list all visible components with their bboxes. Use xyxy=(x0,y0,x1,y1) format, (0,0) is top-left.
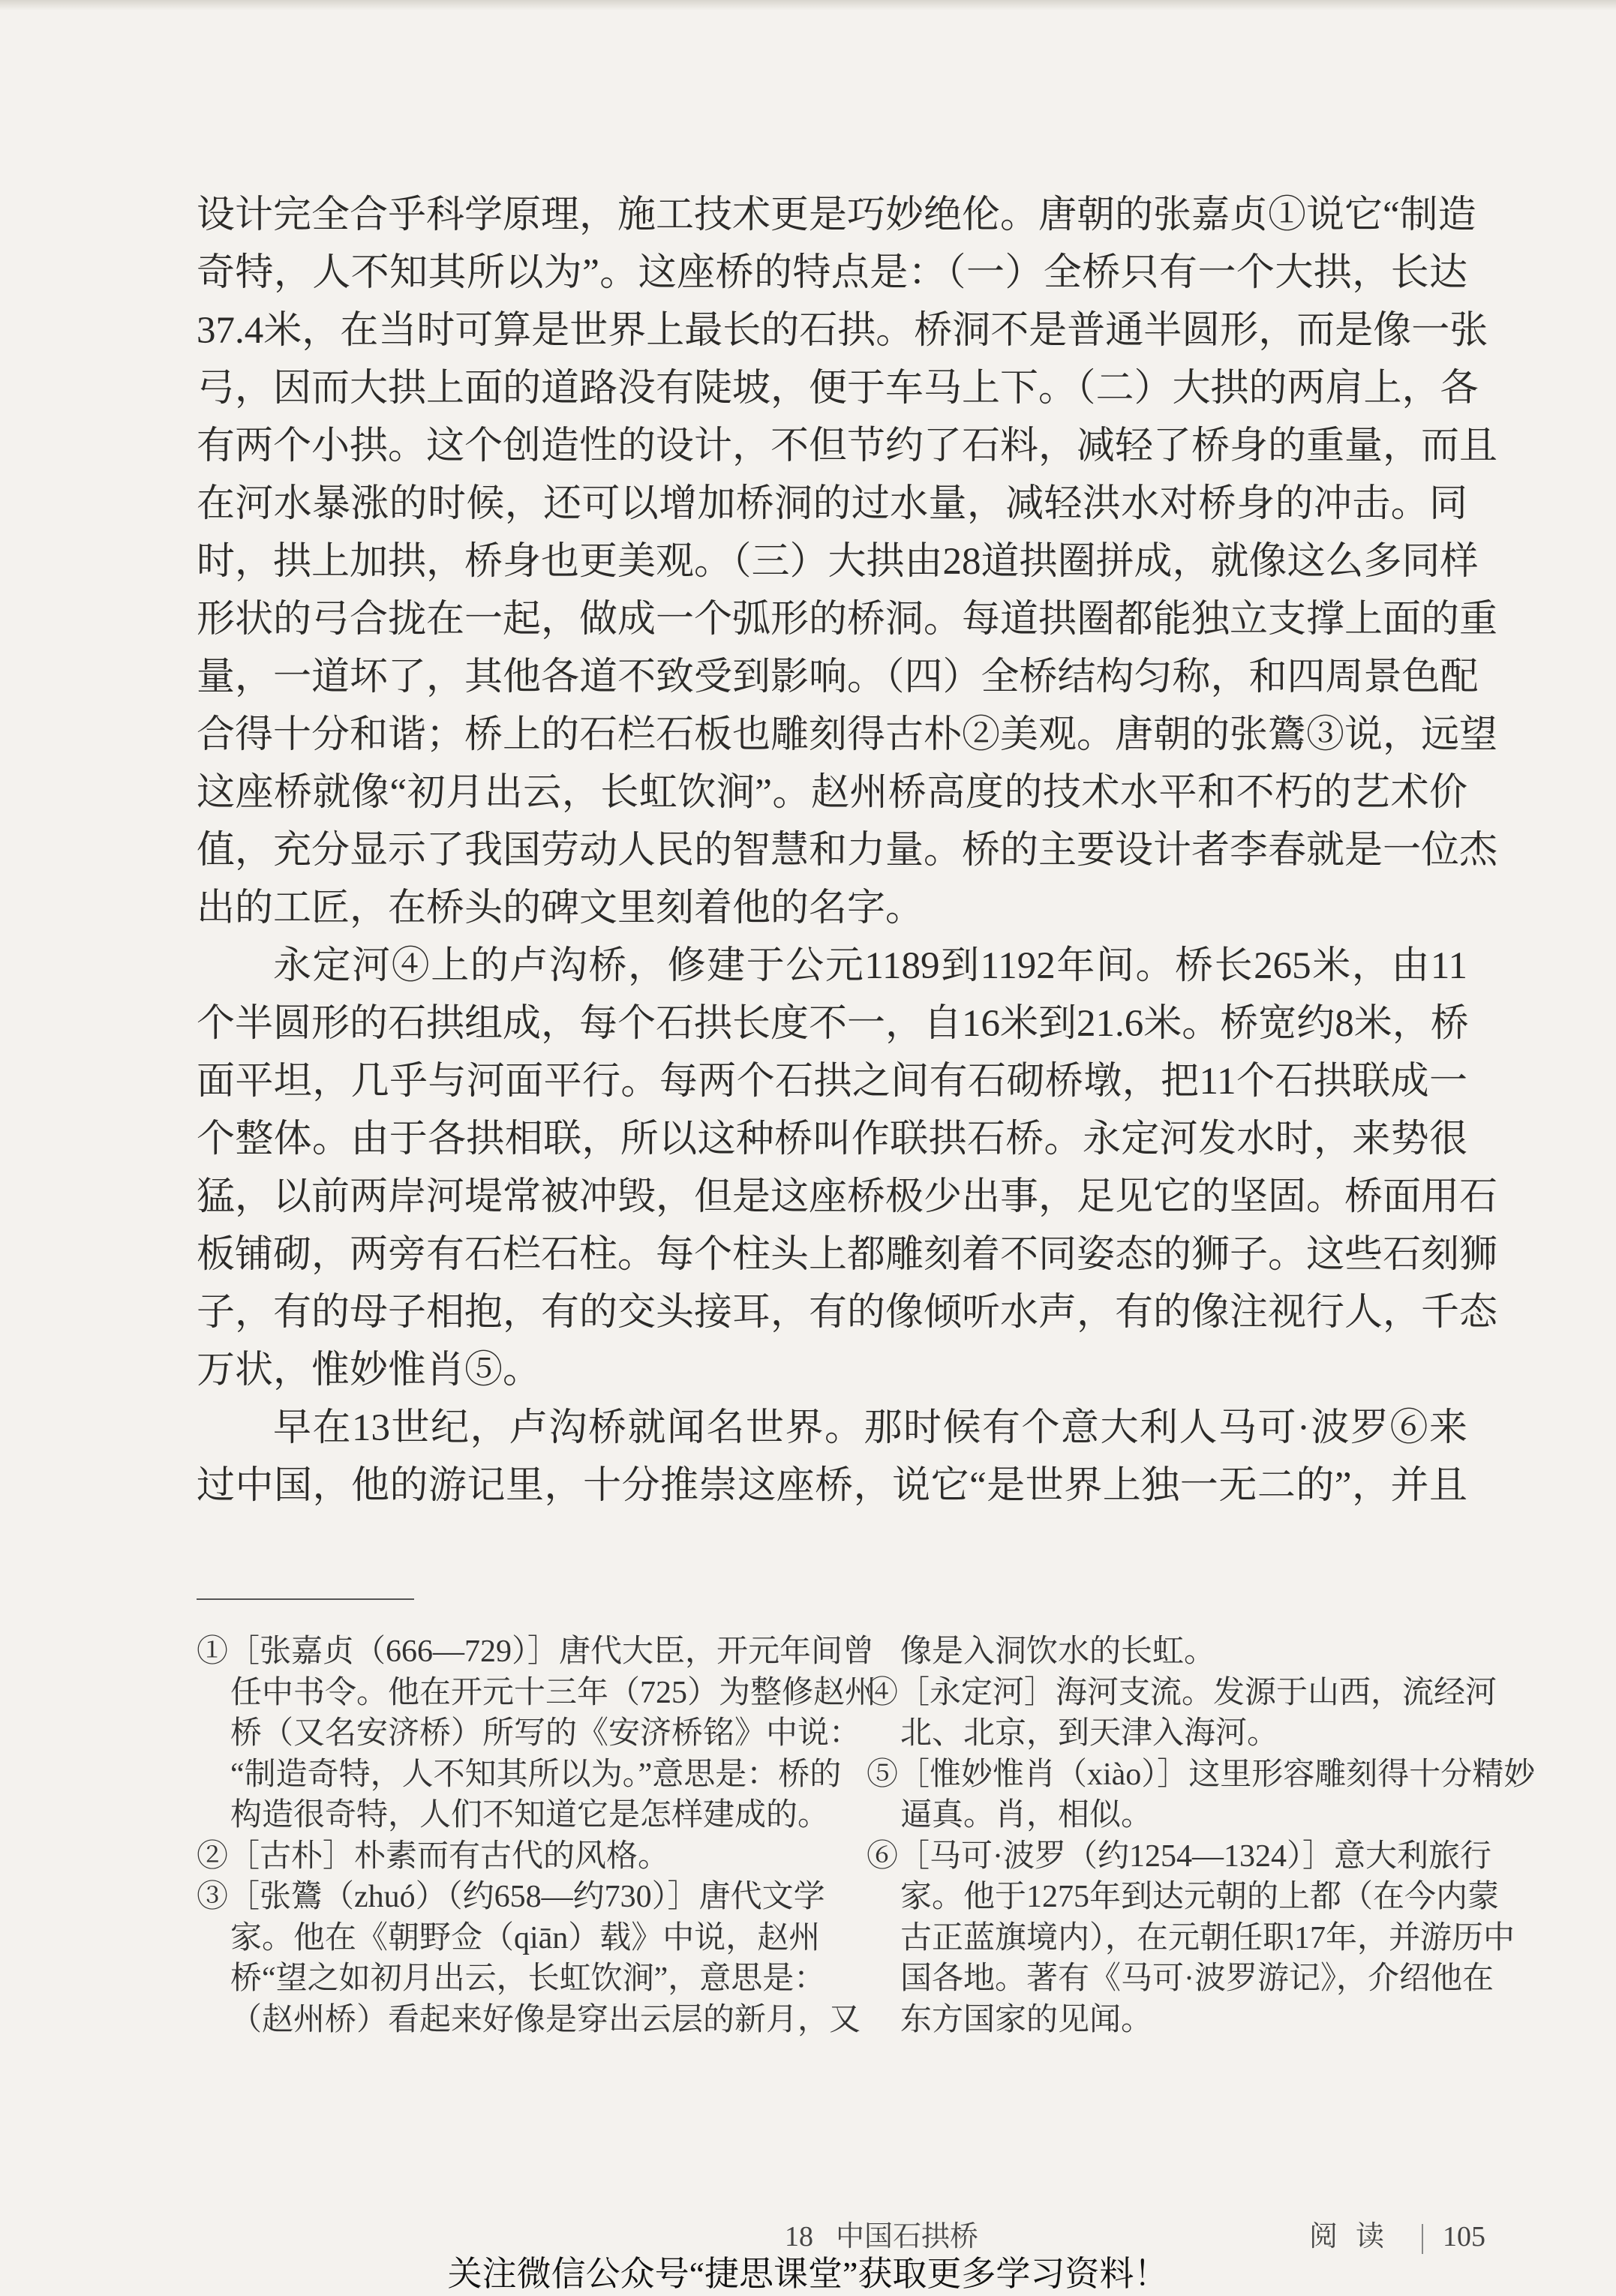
footnote-line: 家。他在《朝野佥（qiān）载》中说，赵州 xyxy=(230,1920,821,1955)
lesson-number: 18 xyxy=(785,2221,813,2252)
footnote-line: 家。他于1275年到达元朝的上都（在今内蒙 xyxy=(900,1880,1500,1914)
footnote-line: （赵州桥）看起来好像是穿出云层的新月，又 xyxy=(230,2002,861,2037)
paragraph-line: 合得十分和谐；桥上的石栏石板也雕刻得古朴②美观。唐朝的张鷟③说，远望 xyxy=(197,714,1498,756)
footnote-divider xyxy=(197,1598,414,1600)
paragraph-line: 猛，以前两岸河堤常被冲毁，但是这座桥极少出事，足见它的坚固。桥面用石 xyxy=(197,1176,1498,1218)
paragraph-line: 设计完全合乎科学原理，施工技术更是巧妙绝伦。唐朝的张嘉贞①说它“制造 xyxy=(197,194,1476,236)
paragraph-line: 个半圆形的石拱组成，每个石拱长度不一，自16米到21.6米。桥宽约8米，桥 xyxy=(197,1003,1469,1045)
paragraph-line: 时，拱上加拱，桥身也更美观。（三）大拱由28道拱圈拼成，就像这么多同样 xyxy=(197,541,1479,583)
footnote-line: ③［张鷟（zhuó）（约658—约730）］唐代文学 xyxy=(197,1880,825,1914)
lesson-title: 中国石拱桥 xyxy=(836,2221,979,2252)
paragraph-line: 形状的弓合拢在一起，做成一个弧形的桥洞。每道拱圈都能独立支撑上面的重 xyxy=(197,599,1498,641)
paragraph-line: 在河水暴涨的时候，还可以增加桥洞的过水量，减轻洪水对桥身的冲击。同 xyxy=(197,483,1467,525)
footnote-line: ②［古朴］朴素而有古代的风格。 xyxy=(197,1838,670,1874)
footnote-line: 逼真。肖，相似。 xyxy=(900,1798,1153,1832)
page-number: 105 xyxy=(1443,2221,1486,2252)
paragraph-line: 这座桥就像“初月出云，长虹饮涧”。赵州桥高度的技术水平和不朽的艺术价 xyxy=(197,772,1467,814)
paragraph-line: 值，充分显示了我国劳动人民的智慧和力量。桥的主要设计者李春就是一位杰 xyxy=(197,830,1498,872)
watermark-text: 关注微信公众号“捷思课堂”获取更多学习资料！ xyxy=(447,2255,1169,2293)
paragraph-line: 过中国，他的游记里，十分推崇这座桥，说它“是世界上独一无二的”，并且 xyxy=(197,1465,1467,1507)
footnote-line: ⑥［马可·波罗（约1254—1324）］意大利旅行 xyxy=(867,1838,1491,1874)
footnote-line: ⑤［惟妙惟肖（xiào）］这里形容雕刻得十分精妙 xyxy=(867,1757,1536,1792)
paragraph-line: 万状，惟妙惟肖⑤。 xyxy=(197,1349,542,1391)
paragraph-line: 板铺砌，两旁有石栏石柱。每个柱头上都雕刻着不同姿态的狮子。这些石刻狮 xyxy=(197,1234,1498,1276)
footnote-line: 国各地。著有《马可·波罗游记》，介绍他在 xyxy=(900,1961,1494,1996)
page-scan-edge xyxy=(0,0,1616,11)
paragraph-line: 弓，因而大拱上面的道路没有陡坡，便于车马上下。（二）大拱的两肩上，各 xyxy=(197,368,1479,410)
footnote-line: 构造很奇特，人们不知道它是怎样建成的。 xyxy=(230,1798,830,1832)
paragraph-line: 面平坦，几乎与河面平行。每两个石拱之间有石砌桥墩，把11个石拱联成一 xyxy=(197,1061,1467,1103)
footnote-line: 古正蓝旗境内），在元朝任职17年，并游历中 xyxy=(900,1920,1515,1955)
footnote-line: 像是入洞饮水的长虹。 xyxy=(900,1634,1216,1669)
footnote-line: ①［张嘉贞（666—729）］唐代大臣，开元年间曾 xyxy=(197,1634,875,1669)
footnote-line: 桥（又名安济桥）所写的《安济桥铭》中说： xyxy=(230,1716,861,1751)
paragraph-line: 37.4米，在当时可算是世界上最长的石拱。桥洞不是普通半圆形，而是像一张 xyxy=(197,310,1488,352)
paragraph-line: 量，一道坏了，其他各道不致受到影响。（四）全桥结构匀称，和四周景色配 xyxy=(197,656,1479,698)
paragraph-line: 奇特，人不知其所以为”。这座桥的特点是：（一）全桥只有一个大拱，长达 xyxy=(197,252,1467,294)
footnote-line: 东方国家的见闻。 xyxy=(900,2002,1153,2037)
paragraph-line: 个整体。由于各拱相联，所以这种桥叫作联拱石桥。永定河发水时，来势很 xyxy=(197,1118,1467,1160)
paragraph-line: 子，有的母子相抱，有的交头接耳，有的像倾听水声，有的像注视行人，千态 xyxy=(197,1292,1498,1334)
section-label: 阅读 xyxy=(1309,2221,1403,2252)
footnote-line: “制造奇特，人不知其所以为。”意思是：桥的 xyxy=(230,1757,842,1792)
footnote-line: ④［永定河］海河支流。发源于山西，流经河 xyxy=(867,1675,1497,1710)
footnote-line: 桥“望之如初月出云，长虹饮涧”，意思是： xyxy=(230,1961,826,1996)
paragraph-line: 有两个小拱。这个创造性的设计，不但节约了石料，减轻了桥身的重量，而且 xyxy=(197,425,1498,467)
paragraph-line: 早在13世纪，卢沟桥就闻名世界。那时候有个意大利人马可·波罗⑥来 xyxy=(273,1407,1467,1449)
footnote-line: 北、北京，到天津入海河。 xyxy=(900,1716,1279,1751)
footnote-line: 任中书令。他在开元十三年（725）为整修赵州 xyxy=(230,1675,877,1710)
paragraph-line: 出的工匠，在桥头的碑文里刻着他的名字。 xyxy=(197,887,924,929)
paragraph-line: 永定河④上的卢沟桥，修建于公元1189到1192年间。桥长265米，由11 xyxy=(273,945,1467,987)
